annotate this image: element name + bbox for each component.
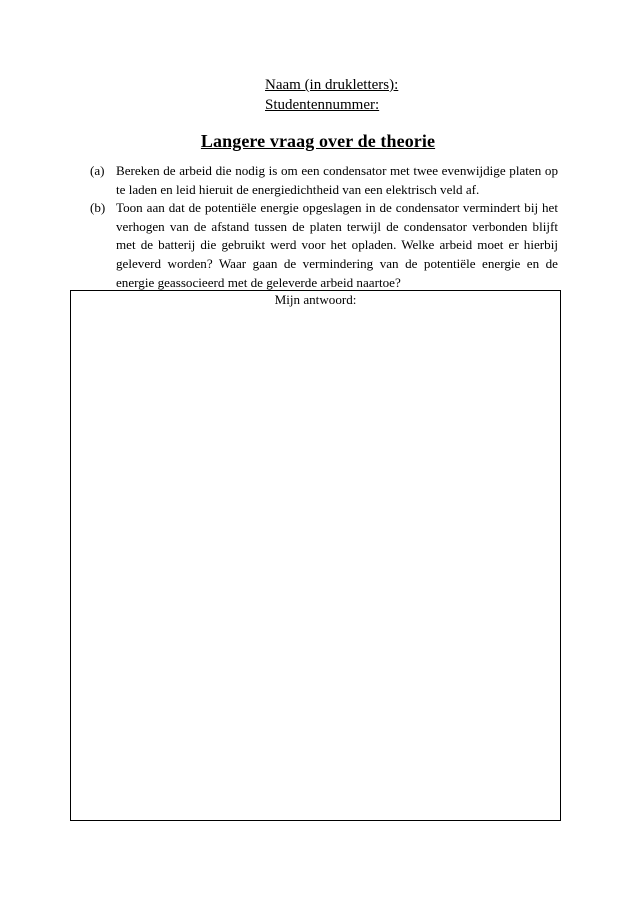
answer-label: Mijn antwoord:	[274, 292, 357, 307]
page-title: Langere vraag over de theorie	[200, 131, 436, 151]
question-text: Toon aan dat de potentiële energie opgeslagen in de condensator vermindert bij het verhogen van de afstand tussen de platen terwijl de condensator verbonden blijft met de batterij die gebruikt werd voor het opladen. Welke arbeid moet er hierbij geleverd worden? Waar gaan de vermindering van de potentiële energie en de energie geassocieerd met de geleverde arbeid naartoe?	[116, 200, 558, 290]
question-marker: (a)	[90, 163, 105, 178]
student-number-field-label: Studentennummer:	[265, 97, 380, 113]
answer-box[interactable]	[70, 290, 561, 821]
question-item-b	[90, 199, 558, 292]
header-fields	[265, 75, 398, 115]
question-list	[90, 162, 558, 292]
question-marker: (b)	[90, 200, 106, 216]
name-field-label: Naam (in drukletters):	[265, 77, 399, 93]
question-item-a	[90, 162, 558, 199]
question-text: Bereken de arbeid die nodig is om een condensator met twee evenwijdige platen op te laden en leid hieruit de energiedichtheid van een elektrisch veld af.	[116, 163, 558, 197]
